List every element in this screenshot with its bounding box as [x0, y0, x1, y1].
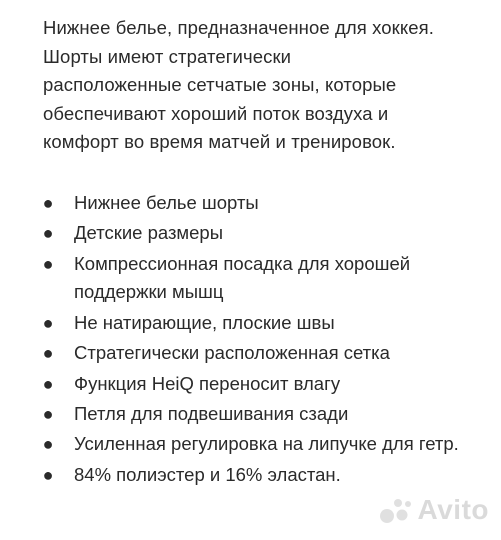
watermark-text: Avito: [417, 494, 489, 525]
feature-list: [43, 189, 483, 489]
description-line: комфорт во время матчей и тренировок.: [43, 131, 396, 153]
bullet-icon: ●: [42, 312, 54, 333]
list-item: [43, 461, 483, 490]
list-item: [43, 339, 483, 368]
list-item: [43, 430, 483, 459]
feature-text: Компрессионная посадка для хорошей поддержки мышц: [74, 252, 411, 303]
list-item: [43, 250, 483, 307]
bullet-icon: ●: [42, 403, 54, 424]
description-text: [43, 14, 483, 157]
list-item: [43, 309, 483, 338]
list-item: [43, 400, 483, 429]
description-line: расположенные сетчатые зоны, которые: [43, 74, 397, 96]
bullet-icon: ●: [42, 343, 54, 364]
feature-text: Нижнее белье шорты: [74, 191, 259, 213]
feature-text: Функция HeiQ переносит влагу: [74, 372, 341, 394]
product-description: [43, 14, 483, 491]
list-item: [43, 189, 483, 218]
description-line: обеспечивают хороший поток воздуха и: [43, 102, 389, 124]
list-item: [43, 370, 483, 399]
bullet-icon: ●: [42, 192, 54, 213]
bullet-icon: ●: [42, 223, 54, 244]
bullet-icon: ●: [42, 464, 54, 485]
feature-text: Петля для подвешивания сзади: [74, 402, 349, 424]
feature-text: Стратегически расположенная сетка: [74, 342, 390, 364]
description-line: Нижнее белье, предназначенное для хоккея.: [43, 17, 435, 38]
bullet-icon: ●: [42, 253, 54, 274]
feature-text: Не натирающие, плоские швы: [74, 311, 335, 333]
avito-logo-icon: [378, 495, 412, 525]
bullet-icon: ●: [42, 373, 54, 394]
list-item: [43, 219, 483, 248]
bullet-icon: ●: [42, 434, 54, 455]
description-line: Шорты имеют стратегически: [43, 45, 292, 67]
avito-watermark: [378, 494, 489, 526]
feature-text: 84% полиэстер и 16% эластан.: [74, 463, 341, 485]
feature-text: Детские размеры: [74, 222, 224, 244]
feature-text: Усиленная регулировка на липучке для гетр.: [74, 433, 459, 455]
